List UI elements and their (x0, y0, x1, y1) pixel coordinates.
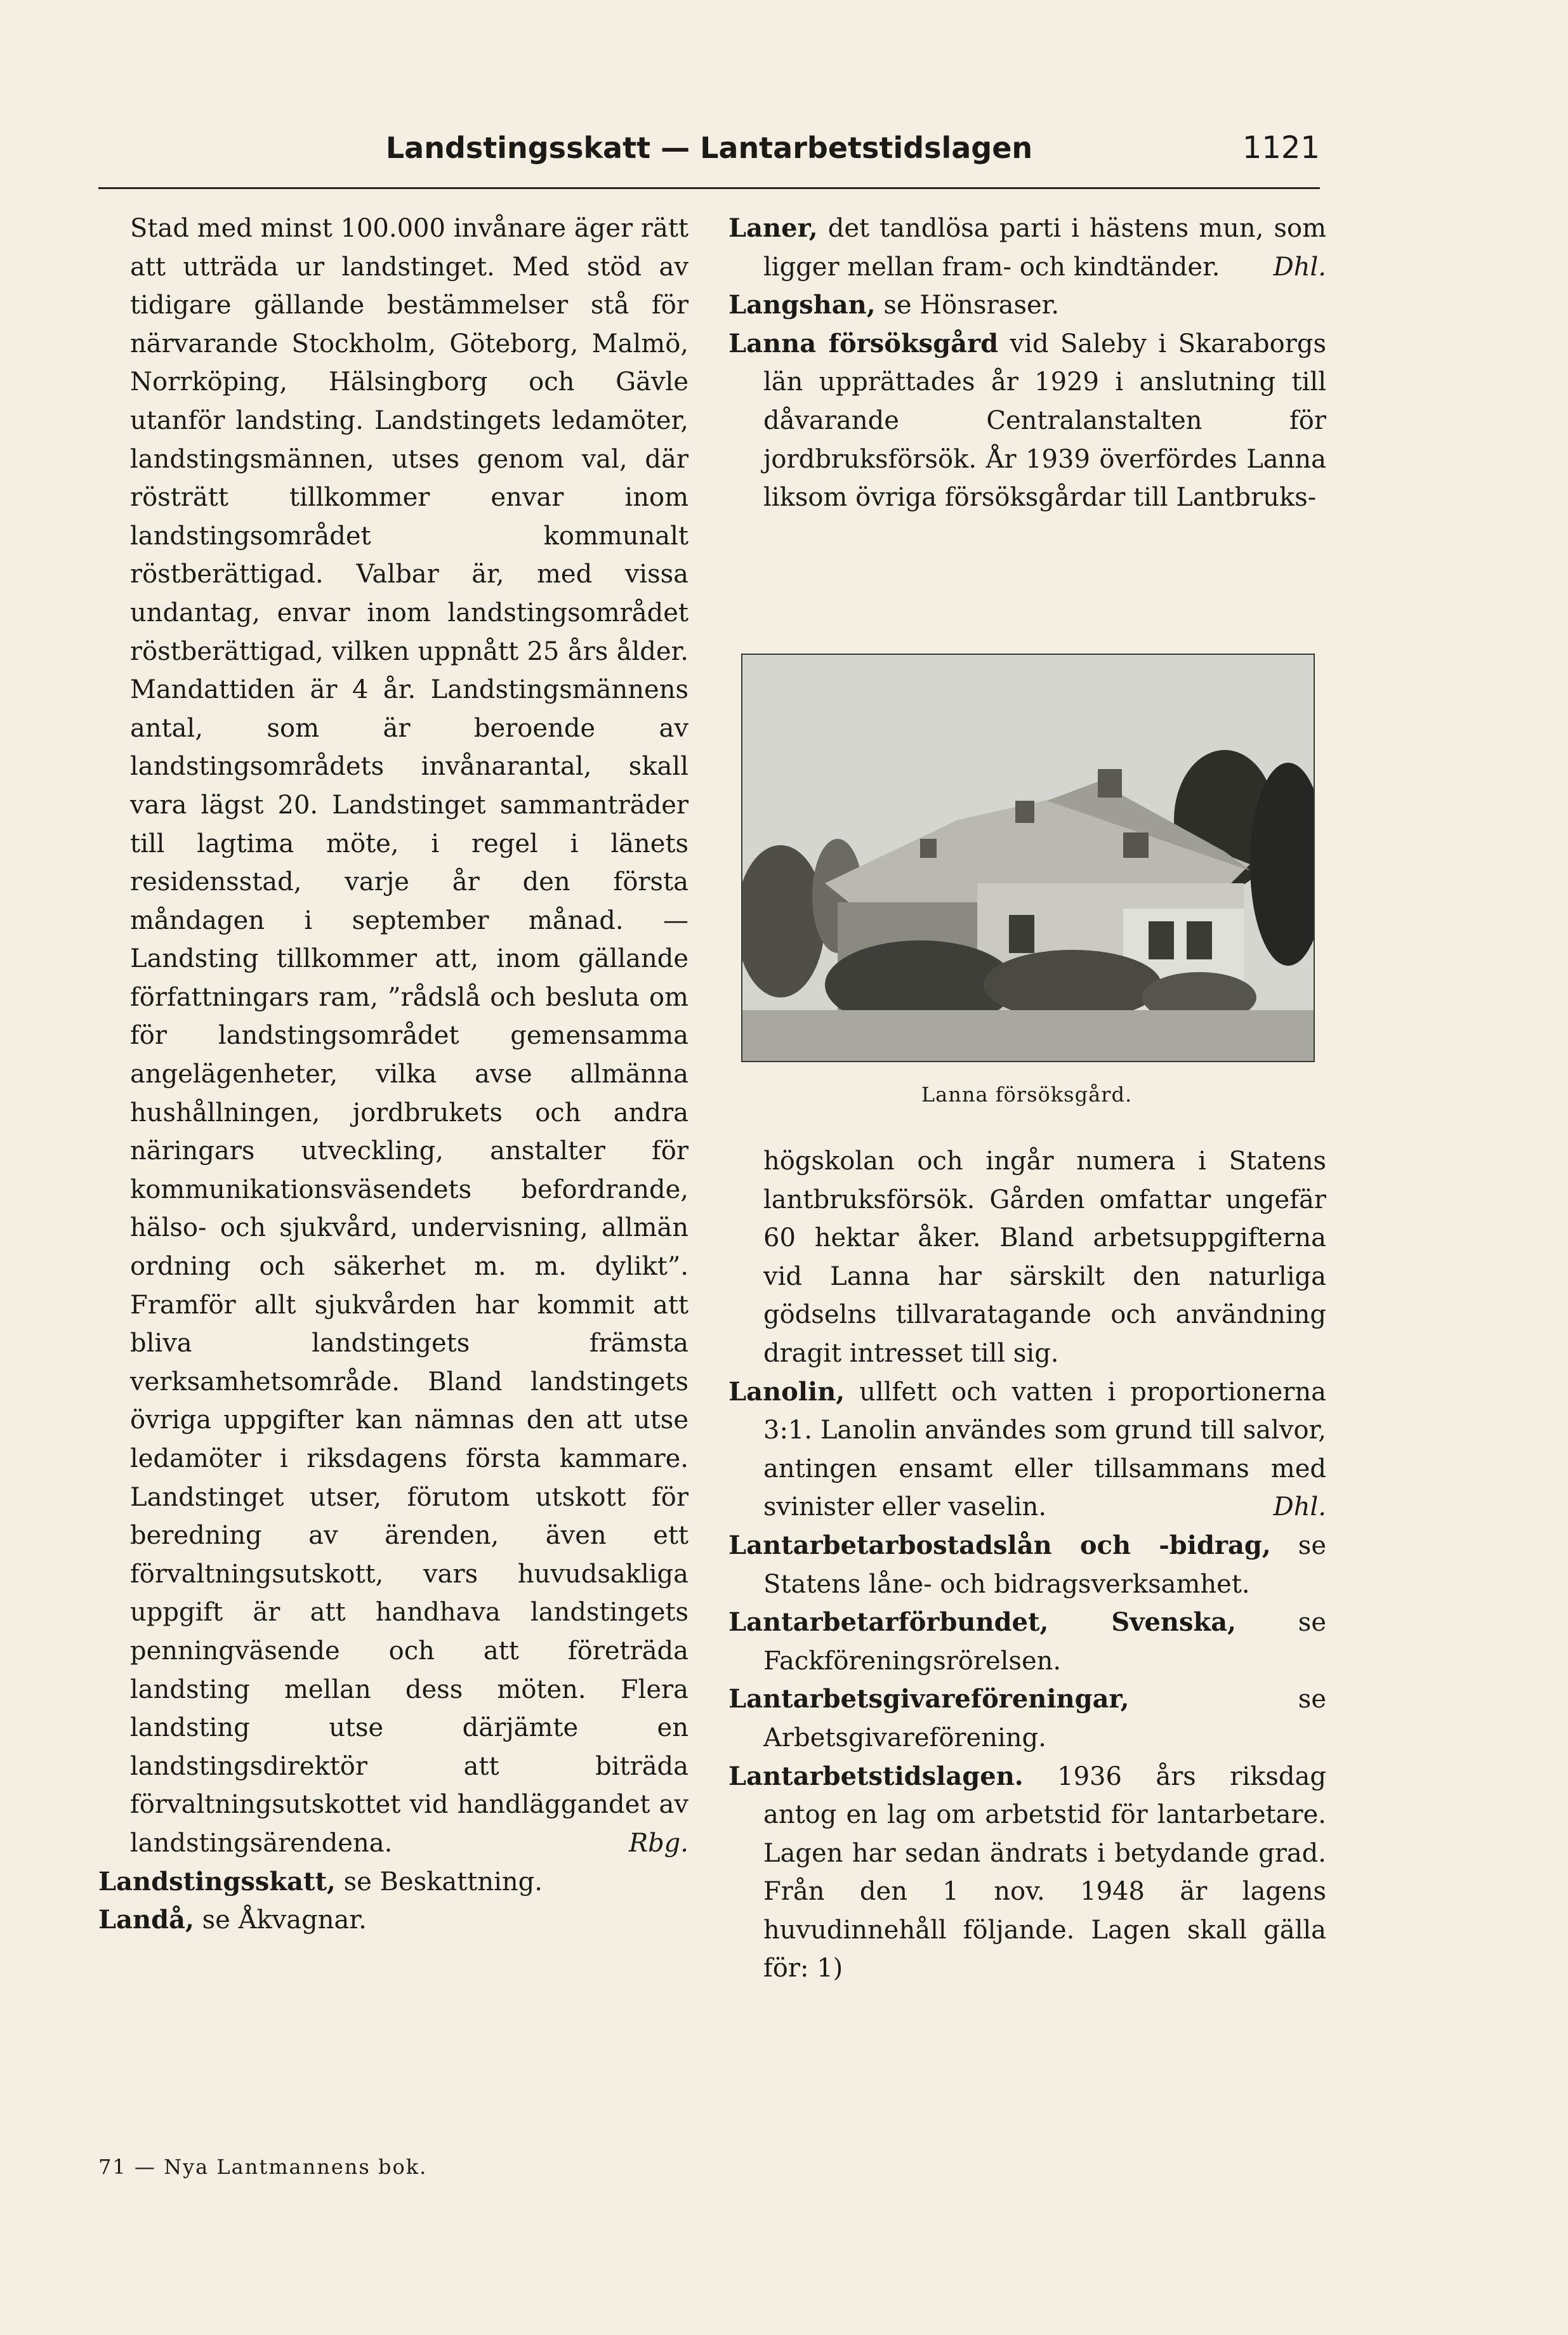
entry-term: Landå, (98, 1905, 194, 1935)
entry-text: det tandlösa parti i hästens mun, som ligger mellan fram- och kindtänder. (763, 214, 1326, 282)
entry-term: Langshan, (728, 290, 876, 320)
entry-text: vid Saleby i Skaraborgs län upprättades år 1929 i anslutning till dåvarande Centralanstalten för jordbruksförsök. År 1939 överfördes Lanna liksom övriga försöksgårdar till Lantbruks- (763, 329, 1326, 513)
entry-text: se Arbetsgivareförening. (763, 1685, 1326, 1753)
entry-text: 1936 års riksdag antog en lag om arbetstid för lantarbetare. Lagen har sedan ändrats i betydande grad. Från den 1 nov. 1948 är lagens huvudinnehåll följande. Lagen skall gälla för: 1) (763, 1761, 1326, 1983)
entry-term: Lantarbetarförbundet, Svenska, (728, 1607, 1237, 1638)
entry-term: Lanolin, (728, 1376, 845, 1407)
entry-lanna-forsoksgard (728, 325, 1326, 517)
page-number: 1121 (1242, 130, 1320, 166)
left-column (98, 209, 688, 1940)
entry-term: Lantarbetstidslagen. (728, 1761, 1024, 1791)
entry-signature: Rbg. (628, 1828, 688, 1858)
entry-text: se Åkvagnar. (194, 1905, 367, 1935)
right-column-bottom (728, 1142, 1326, 1988)
left-entries (98, 1863, 688, 1940)
entry-term: Lanna försöksgård (728, 328, 999, 358)
entry-lantarbetarbostadslan (728, 1527, 1326, 1603)
farmhouse-image (742, 655, 1314, 1061)
entry-signature: Dhl. (1273, 1492, 1326, 1522)
entry-text: se Beskattning. (335, 1867, 543, 1897)
entry-landstingsskatt (98, 1863, 688, 1902)
right-continuation-text: högskolan och ingår numera i Statens lantbruksförsök. Gården omfattar ungefär 60 hektar åker. Bland arbetsuppgifterna vid Lanna har särskilt den naturliga gödselns tillvaratagande och användning dragit intresset till sig. (763, 1147, 1326, 1368)
figure-caption: Lanna försöksgård. (921, 1082, 1133, 1107)
header-title: Landstingsskatt — Lantarbetstidslagen (385, 131, 1033, 165)
entry-term: Lantarbetsgivareföreningar, (728, 1684, 1130, 1714)
entry-text: ullfett och vatten i proportionerna 3:1. Lanolin användes som grund till salvor, antingen ensamt eller tillsammans med svinister eller vaselin. (763, 1377, 1326, 1522)
left-continuation-paragraph (130, 209, 688, 1863)
entry-lantarbetsgivareforeningar (728, 1680, 1326, 1757)
entry-term: Laner, (728, 213, 818, 243)
entry-text: se Fackföreningsrörelsen. (763, 1608, 1326, 1676)
running-header (98, 126, 1320, 176)
entry-term: Lantarbetarbostadslån och -bidrag, (728, 1530, 1271, 1560)
entry-langshan (728, 286, 1326, 325)
header-rule (98, 187, 1320, 189)
left-continuation-text: Stad med minst 100.000 invånare äger rätt att utträda ur landstinget. Med stöd av tidigare gällande bestämmelser stå för närvarande Stockholm, Göteborg, Malmö, Norrköping, Hälsingborg och Gävle utanför landsting. Landstingets ledamöter, landstingsmännen, utses genom val, där rösträtt tillkommer envar inom landstingsområdet kommunalt röstberättigad. Valbar är, med vissa undantag, envar inom landstingsområdet röstberättigad, vilken uppnått 25 års ålder. Mandattiden är 4 år. Landstingsmännens antal, som är beroende av landstingsområdets invånarantal, skall vara lägst 20. Landstinget sammanträder till lagtima möte, i regel i länets residensstad, varje år den första måndagen i september månad. — Landsting tillkommer att, inom gällande författningars ram, ”rådslå och besluta om för landstingsområdet gemensamma angelägenheter, vilka avse allmänna hushållningen, jordbrukets och andra näringars utveckling, anstalter för kommunikationsväsendets befordrande, hälso- och sjukvård, undervisning, allmän ordning och säkerhet m. m. dylikt”. Framför allt sjukvården har kommit att bliva landstingets främsta verksamhetsområde. Bland landstingets övriga uppgifter kan nämnas den att utse ledamöter i riksdagens första kammare. Landstinget utser, förutom utskott för beredning av ärenden, även ett förvaltningsutskott, vars huvudsakliga uppgift är att handhava landstingets penningväsende och att företräda landsting mellan dess möten. Flera landsting utse därjämte en landstingsdirektör att biträda förvaltningsutskottet vid handläggandet av landstingsärendena. (130, 214, 688, 1858)
farmhouse-photo (741, 654, 1315, 1062)
entry-lanolin (728, 1373, 1326, 1527)
entry-term: Landstingsskatt, (98, 1866, 336, 1897)
entry-lantarbetstidslagen (728, 1758, 1326, 1989)
entry-landa (98, 1901, 688, 1940)
page-footer: 71 — Nya Lantmannens bok. (98, 2155, 428, 2179)
entry-signature: Dhl. (1273, 252, 1326, 282)
right-column-top (728, 209, 1326, 517)
entry-text: se Hönsraser. (875, 291, 1060, 320)
entry-text: se Statens låne- och bidragsverksamhet. (763, 1530, 1326, 1599)
right-continuation-paragraph (728, 1142, 1326, 1373)
entry-laner (728, 209, 1326, 286)
entry-lantarbetarforbundet (728, 1603, 1326, 1680)
